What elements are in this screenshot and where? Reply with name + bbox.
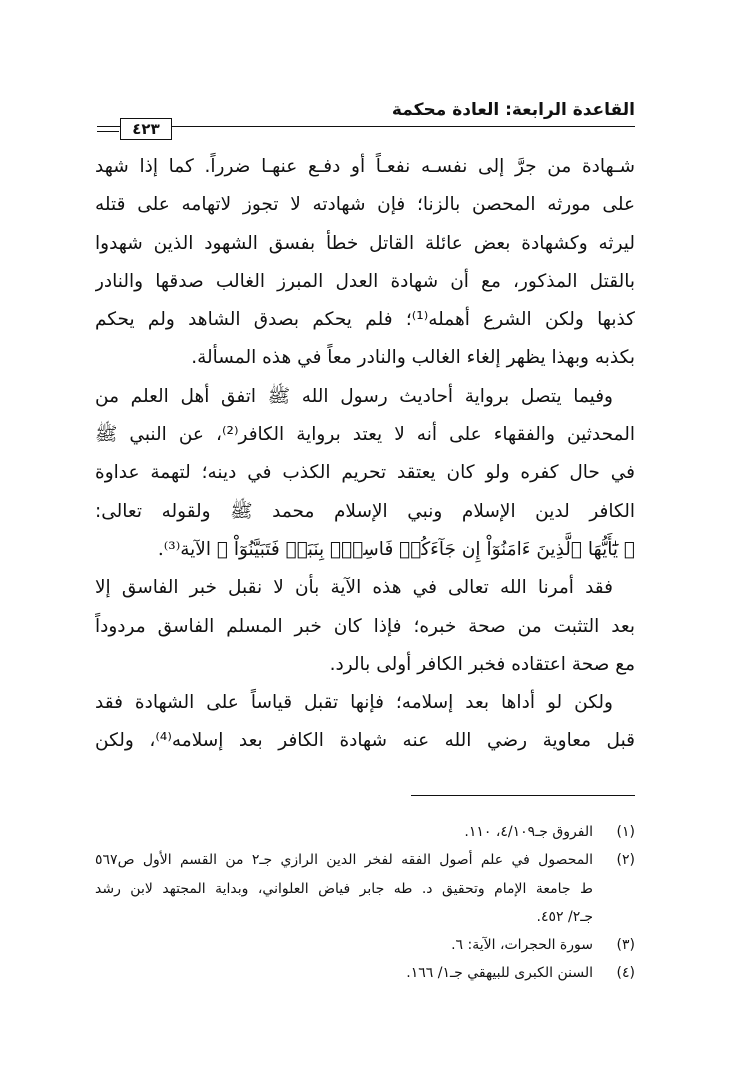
text-line: شـهادة من جرَّ إلى نفسـه نفعـاً أو دفـع عنهـا ضرراً. كما إذا شهد <box>95 156 635 177</box>
footnote-number: (٣) <box>616 937 635 954</box>
footnote-text: جـ٢/ ٤٥٢. <box>536 908 593 925</box>
page-number: ٤٢٣ <box>120 118 172 140</box>
text-line: مع صحة اعتقاده فخبر الكافر أولى بالرد. <box>329 653 635 675</box>
text-line: فقد أمرنا الله تعالى في هذه الآية بأن لا نقبل خبر الفاسق إلا <box>95 577 613 599</box>
footnote-text: السنن الكبرى للبيهقي جـ١/ ١٦٦. <box>406 965 593 982</box>
running-header-title: القاعدة الرابعة: العادة محكمة <box>391 100 635 120</box>
footnote <box>95 931 635 959</box>
footnotes <box>95 818 635 988</box>
footnote-text: الفروق جـ٤/١٠٩، ١١٠. <box>464 824 593 840</box>
text-line: المحدثين والفقهاء على أنه لا يعتد برواية الكافر⁽²⁾، عن النبي ﷺ <box>95 424 635 446</box>
footnote <box>95 959 635 987</box>
main-text <box>95 148 635 761</box>
text-line: بكذبه وبهذا يظهر إلغاء الغالب والنادر معاً في هذه المسألة. <box>191 347 635 369</box>
text-line: الكافر لدين الإسلام ونبي الإسلام محمد ﷺ ولقوله تعالى: <box>95 500 635 522</box>
text-line: كذبها ولكن الشرع أهمله⁽¹⁾؛ فلم يحكم بصدق الشاهد ولم يحكم <box>95 309 635 331</box>
footnote-number: (٢) <box>616 852 635 869</box>
footnote-text: سورة الحجرات، الآية: ٦. <box>451 937 593 954</box>
text-line: قبل معاوية رضي الله عنه شهادة الكافر بعد إسلامه⁽⁴⁾، ولكن <box>95 730 635 752</box>
footnote-text: ط جامعة الإمام وتحقيق د. طه جابر فياض العلواني، وبداية المجتهد لابن رشد <box>95 880 593 897</box>
header-rule <box>97 126 635 127</box>
text-line: في حال كفره ولو كان يعتقد تحريم الكذب في دينه؛ لتهمة عداوة <box>95 462 635 484</box>
text-line: ليرثه وكشهادة بعض عائلة القاتل خطأ بفسق الشهود الذين شهدوا <box>95 232 635 254</box>
text-line: ولكن لو أداها بعد إسلامه؛ فإنها تقبل قياساً على الشهادة فقد <box>95 692 613 714</box>
footnote-number: (١) <box>616 824 635 840</box>
footnote-text: المحصول في علم أصول الفقه لفخر الدين الرازي جـ٢ من القسم الأول ص٥٦٧ <box>95 852 593 869</box>
header-rule-short <box>97 131 119 132</box>
quran-verse-line: ﴿ يَٰٓأَيُّهَا ٱلَّذِينَ ءَامَنُوٓاْ إِن جَآءَكُمۡ فَاسِقُۢ بِنَبَإٖ فَتَبَيَّنُوٓاْ ﴾ الآية⁽³⁾. <box>157 538 635 560</box>
text-line: وفيما يتصل برواية أحاديث رسول الله ﷺ اتفق أهل العلم من <box>95 385 613 407</box>
footnote-number: (٤) <box>616 965 635 982</box>
text-line: بالقتل المذكور، مع أن شهادة العدل المبرز الغالب صدقها والنادر <box>95 270 635 292</box>
text-line: على مورثه المحصن بالزنا؛ فإن شهادته لا تجوز لاتهامه على قتله <box>95 194 635 216</box>
footnote-separator <box>411 795 635 796</box>
text-line: بعد التثبت من صحة خبره؛ فإذا كان خبر المسلم الفاسق مردوداً <box>95 615 635 637</box>
footnote <box>95 846 635 931</box>
footnote <box>95 818 635 846</box>
